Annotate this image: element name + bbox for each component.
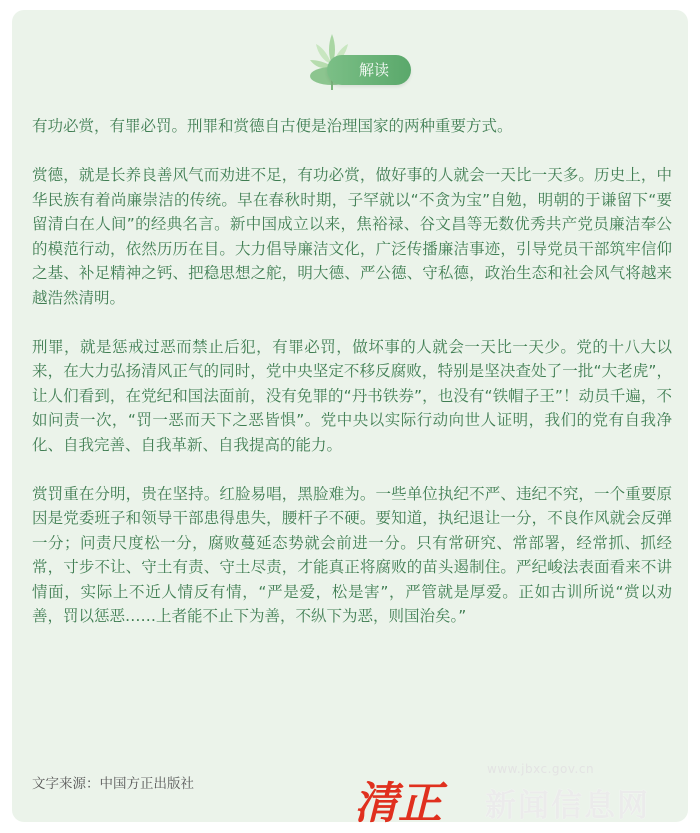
watermark-url: www.jbxc.gov.cn bbox=[487, 762, 595, 776]
paragraph: 有功必赏，有罪必罚。刑罪和赏德自古便是治理国家的两种重要方式。 bbox=[32, 117, 513, 135]
article-card bbox=[12, 10, 688, 822]
article-body bbox=[32, 114, 672, 653]
watermark-logo-text: 清正 bbox=[354, 778, 442, 828]
paragraph: 赏德，就是长养良善风气而劝进不足，有功必赏，做好事的人就会一天比一天多。历史上，中华民族有着尚廉崇洁的传统。早在春秋时期，子罕就以“不贪为宝”自勉，明朝的于谦留下“要留清白在人间”的经典名言。新中国成立以来，焦裕禄、谷文昌等无数优秀共产党员廉洁奉公的模范行动，依然历历在目。大力倡导廉洁文化，广泛传播廉洁事迹，引导党员干部筑牢信仰之基、补足精神之钙、把稳思想之舵，明大德、严公德、守私德，政治生态和社会风气将越来越浩然清明。 bbox=[32, 166, 672, 307]
section-header bbox=[12, 28, 688, 98]
paragraph: 赏罚重在分明，贵在坚持。红脸易唱，黑脸难为。一些单位执纪不严、违纪不究，一个重要原因是党委班子和领导干部患得患失，腰杆子不硬。要知道，执纪退让一分，不良作风就会反弹一分；问责尺度松一分，腐败蔓延态势就会前进一分。只有常研究、常部署，经常抓、抓经常，寸步不让、守土有责、守土尽责，才能真正将腐败的苗头遏制住。严纪峻法表面看来不讲情面，实际上不近人情反有情，“严是爱，松是害”，严管就是厚爱。正如古训所说“赏以劝善，罚以惩恶……上者能不止下为善，不纵下为恶，则国治矣。” bbox=[32, 484, 672, 625]
watermark-logo bbox=[350, 770, 470, 828]
paragraph: 刑罪，就是惩戒过恶而禁止后犯，有罪必罚，做坏事的人就会一天比一天少。党的十八大以来，在大力弘扬清风正气的同时，党中央坚定不移反腐败，特别是坚决查处了一批“大老虎”，让人们看到，在党纪和国法面前，没有免罪的“丹书铁券”，也没有“铁帽子王”！动员千遍，不如问责一次，“罚一恶而天下之恶皆惧”。党中央以实际行动向世人证明，我们的党有自我净化、自我完善、自我革新、自我提高的能力。 bbox=[32, 337, 672, 454]
section-label: 解读 bbox=[327, 55, 411, 85]
watermark-site-name: 新闻信息网 bbox=[485, 788, 650, 824]
source-credit: 文字来源：中国方正出版社 bbox=[32, 776, 194, 792]
